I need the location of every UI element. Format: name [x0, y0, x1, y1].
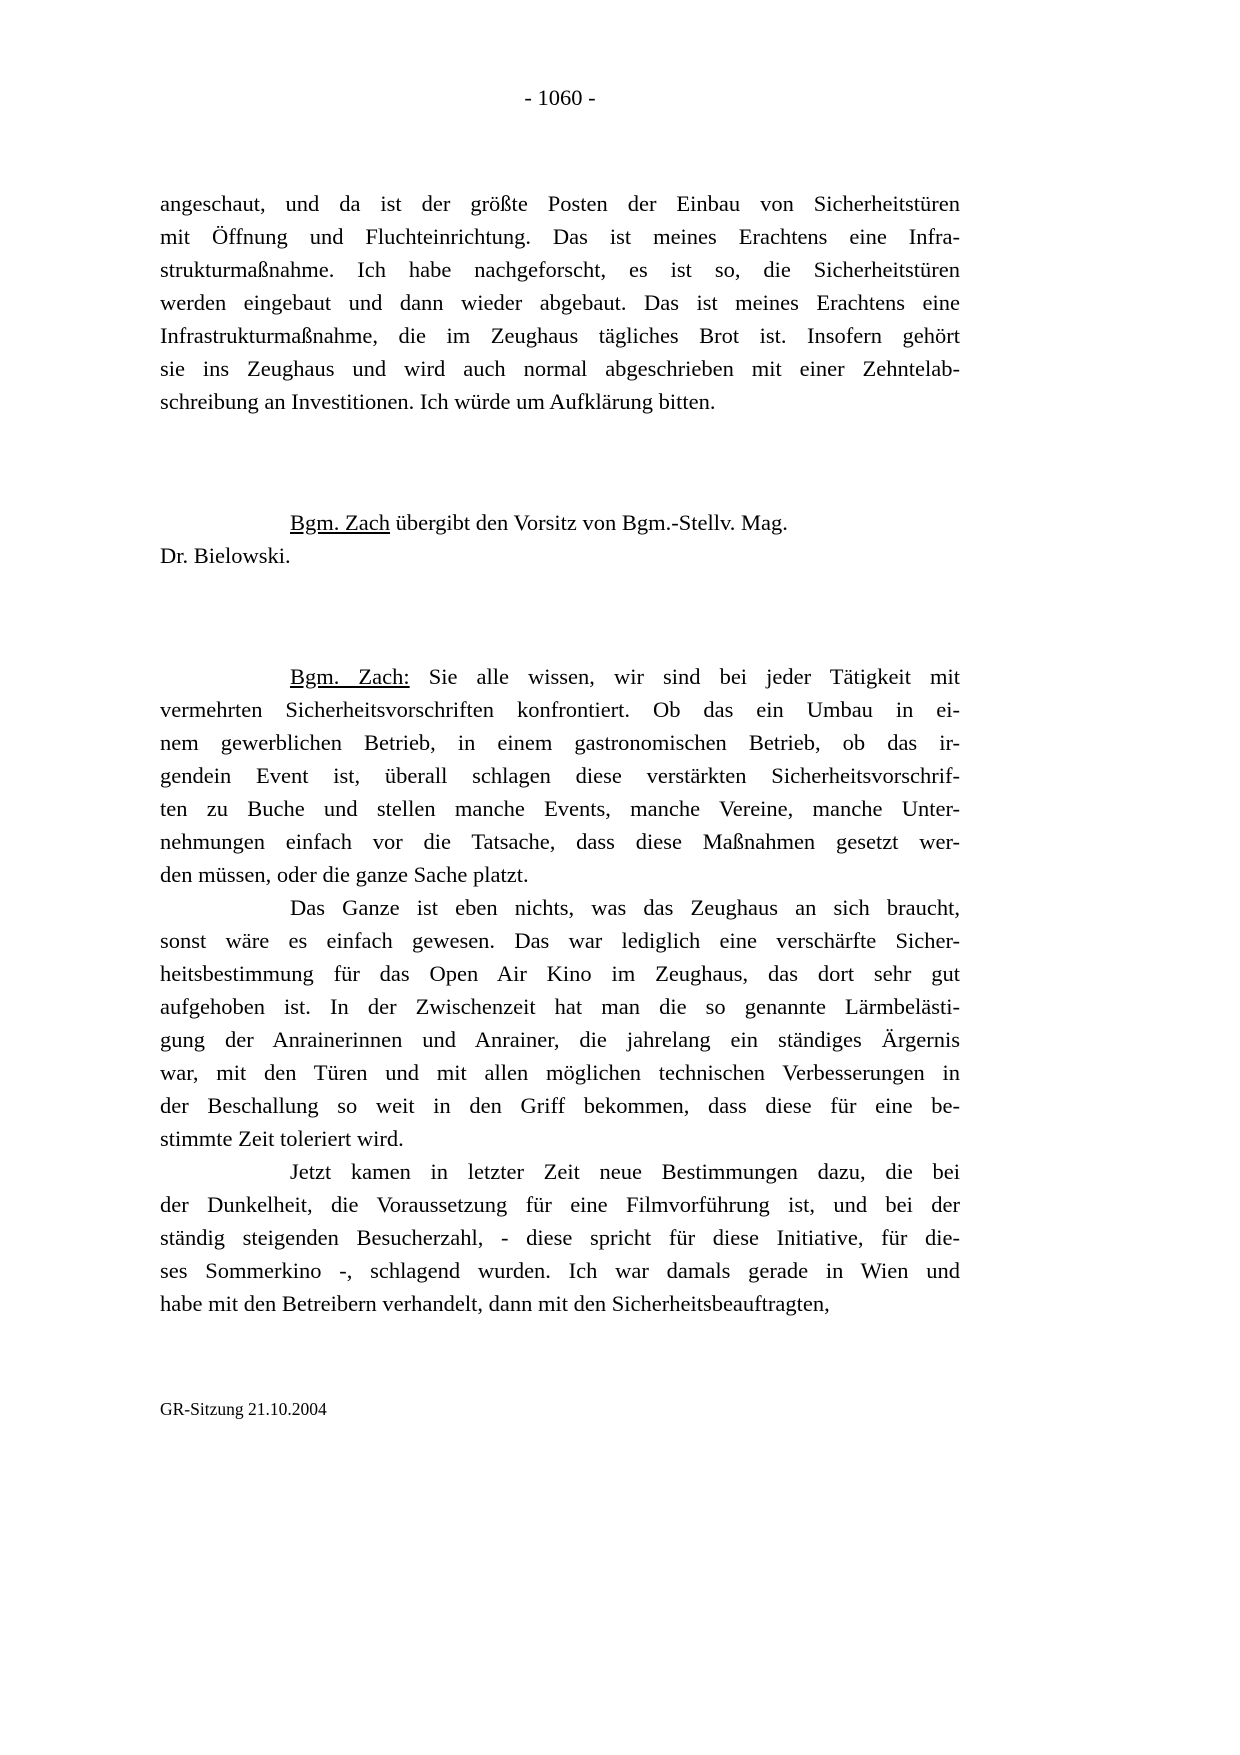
- text-line: den müssen, oder die ganze Sache platzt.: [160, 862, 529, 887]
- text-line: der Beschallung so weit in den Griff bekommen, dass diese für eine be-: [160, 1093, 960, 1118]
- text-segment: Sie alle wissen, wir sind bei jeder Tätigkeit mit: [409, 664, 960, 689]
- text-line: habe mit den Betreibern verhandelt, dann mit den Sicherheitsbeauftragten,: [160, 1291, 830, 1316]
- text-segment: übergibt den Vorsitz von Bgm.-Stellv. Mag.: [389, 510, 788, 535]
- paragraph-chair-handover: [160, 506, 960, 572]
- paragraph-speech-zach-3: [160, 1155, 960, 1320]
- text-line: Das Ganze ist eben nichts, was das Zeughaus an sich braucht,: [290, 895, 960, 920]
- text-line: Jetzt kamen in letzter Zeit neue Bestimmungen dazu, die bei: [290, 1159, 960, 1184]
- footer-session-label: GR-Sitzung 21.10.2004: [160, 1399, 327, 1419]
- text-line: war, mit den Türen und mit allen möglichen technischen Verbesserungen in: [160, 1060, 960, 1085]
- text-line: ses Sommerkino -, schlagend wurden. Ich war damals gerade in Wien und: [160, 1258, 960, 1283]
- text-line: vermehrten Sicherheitsvorschriften konfrontiert. Ob das ein Umbau in ei-: [160, 697, 960, 722]
- paragraph-speech-zach-1: [160, 660, 960, 891]
- text-line: werden eingebaut und dann wieder abgebaut. Das ist meines Erachtens eine: [160, 290, 960, 315]
- text-line: mit Öffnung und Fluchteinrichtung. Das ist meines Erachtens eine Infra-: [160, 224, 960, 249]
- text-line: gendein Event ist, überall schlagen diese verstärkten Sicherheitsvorschrif-: [160, 763, 960, 788]
- text-line: Dr. Bielowski.: [160, 543, 291, 568]
- document-body: [160, 187, 960, 1320]
- text-line: stimmte Zeit toleriert wird.: [160, 1126, 404, 1151]
- text-line: aufgehoben ist. In der Zwischenzeit hat man die so genannte Lärmbelästi-: [160, 994, 960, 1019]
- text-line: angeschaut, und da ist der größte Posten der Einbau von Sicherheitstüren: [160, 191, 960, 216]
- paragraph-speech-zach-2: [160, 891, 960, 1155]
- text-line: Infrastrukturmaßnahme, die im Zeughaus tägliches Brot ist. Insofern gehört: [160, 323, 960, 348]
- text-line: der Dunkelheit, die Voraussetzung für eine Filmvorführung ist, und bei der: [160, 1192, 960, 1217]
- text-line: sonst wäre es einfach gewesen. Das war lediglich eine verschärfte Sicher-: [160, 928, 960, 953]
- text-line: sie ins Zeughaus und wird auch normal abgeschrieben mit einer Zehntelab-: [160, 356, 960, 381]
- text-line: nem gewerblichen Betrieb, in einem gastronomischen Betrieb, ob das ir-: [160, 730, 960, 755]
- text-line: nehmungen einfach vor die Tatsache, dass diese Maßnahmen gesetzt wer-: [160, 829, 960, 854]
- text-line: heitsbestimmung für das Open Air Kino im Zeughaus, das dort sehr gut: [160, 961, 960, 986]
- text-line: schreibung an Investitionen. Ich würde um Aufklärung bitten.: [160, 389, 716, 414]
- text-line: [160, 660, 960, 693]
- page-number: - 1060 -: [524, 85, 596, 110]
- speaker-name: Bgm. Zach: [290, 510, 390, 535]
- text-line: strukturmaßnahme. Ich habe nachgeforscht, es ist so, die Sicherheitstüren: [160, 257, 960, 282]
- text-line: ten zu Buche und stellen manche Events, manche Vereine, manche Unter-: [160, 796, 960, 821]
- text-line: [160, 506, 960, 539]
- paragraph-speech-continuation: [160, 187, 960, 418]
- text-line: gung der Anrainerinnen und Anrainer, die jahrelang ein ständiges Ärgernis: [160, 1027, 960, 1052]
- speaker-name: Bgm. Zach:: [290, 664, 410, 689]
- text-line: ständig steigenden Besucherzahl, - diese spricht für diese Initiative, für die-: [160, 1225, 960, 1250]
